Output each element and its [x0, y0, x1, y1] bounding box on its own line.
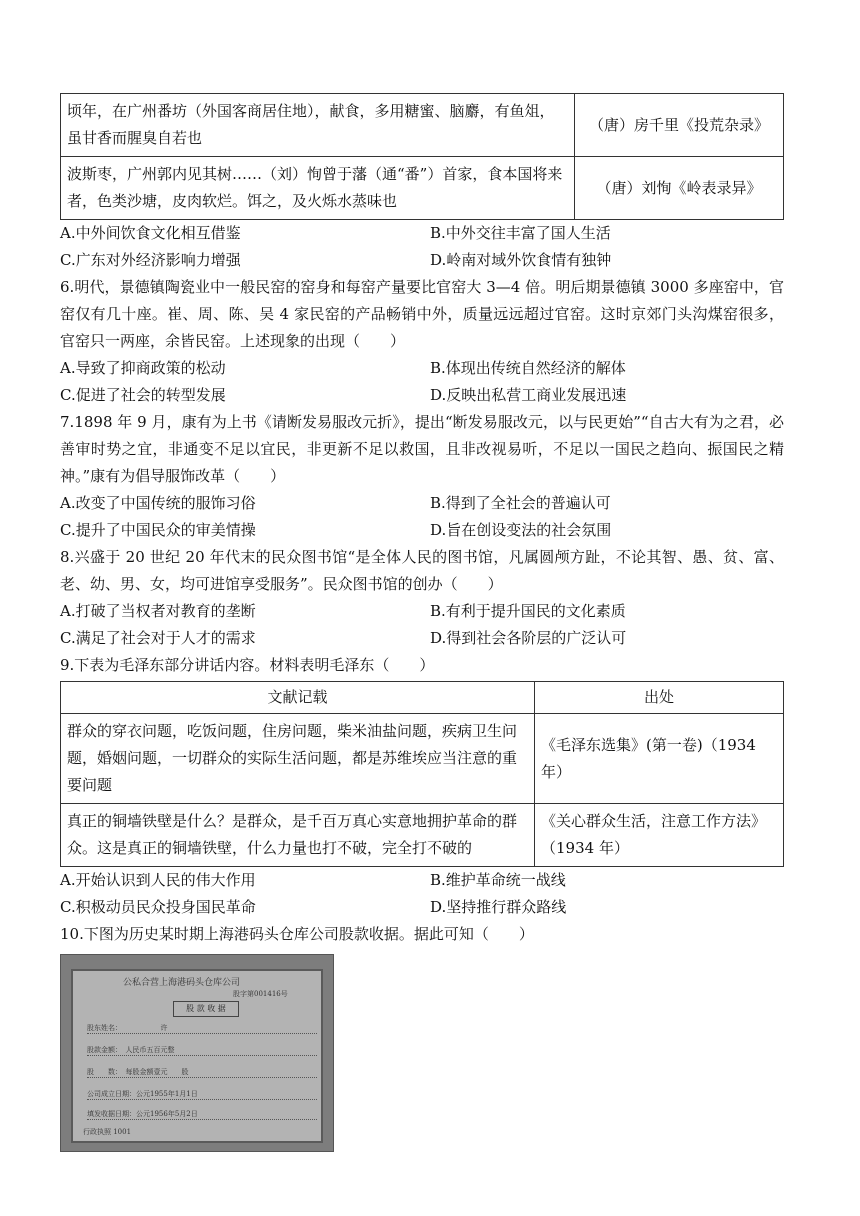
q6-options-row-1	[60, 355, 784, 382]
receipt-title: 公私合营上海港码头仓库公司	[123, 978, 241, 988]
q6-options-row-2	[60, 382, 784, 409]
receipt-photo	[60, 954, 334, 1152]
q6-option-c[interactable]: C.促进了社会的转型发展	[60, 386, 226, 404]
receipt-document	[71, 969, 323, 1143]
table-cell-source: 《毛泽东选集》(第一卷)（1934 年）	[535, 714, 784, 804]
receipt-line: 公司成立日期：公元1955年1月1日	[87, 1089, 317, 1100]
q9-options-row-1	[60, 867, 784, 894]
q10-stem: 10.下图为历史某时期上海港码头仓库公司股款收据。据此可知（ ）	[60, 925, 534, 943]
receipt-line: 股东姓名： 许	[87, 1023, 317, 1034]
header-source: 出处	[535, 682, 784, 714]
q7-option-a[interactable]: A.改变了中国传统的服饰习俗	[60, 494, 256, 512]
q9-option-a[interactable]: A.开始认识到人民的伟大作用	[60, 871, 256, 889]
q7-option-b[interactable]: B.得到了全社会的普遍认可	[430, 494, 611, 512]
q7-options-row-1	[60, 490, 784, 517]
q9-option-c[interactable]: C.积极动员民众投身国民革命	[60, 898, 256, 916]
q5-option-b[interactable]: B.中外交往丰富了国人生活	[430, 224, 611, 242]
q7-options-row-2	[60, 517, 784, 544]
q9-option-b[interactable]: B.维护革命统一战线	[430, 871, 566, 889]
q5-option-a[interactable]: A.中外间饮食文化相互借鉴	[60, 224, 241, 242]
q5-option-c[interactable]: C.广东对外经济影响力增强	[60, 251, 241, 269]
table-cell-text: 真正的铜墙铁壁是什么？是群众，是千百万真心实意地拥护革命的群众。这是真正的铜墙铁壁，什么力量也打不破，完全打不破的	[61, 804, 535, 867]
q6-stem: 6.明代，景德镇陶瓷业中一般民窑的窑身和每窑产量要比官窑大 3—4 倍。明后期景德镇 3000 多座窑中，官窑仅有几十座。崔、周、陈、吴 4 家民窑的产品畅销中外，质量远远超过官窑。这时京郊门头沟煤窑很多，官窑只一两座，余皆民窑。上述现象的出现（ ）	[60, 278, 784, 350]
table-row	[61, 157, 784, 220]
receipt-line: 股款金额： 人民币五百元整	[87, 1045, 317, 1056]
receipt-stamp: 股 款 收 据	[173, 1001, 239, 1017]
table-cell-source: （唐）房千里《投荒杂录》	[575, 94, 784, 157]
q7-option-d[interactable]: D.旨在创设变法的社会氛围	[430, 521, 612, 539]
table-row	[61, 714, 784, 804]
q8-option-c[interactable]: C.满足了社会对于人才的需求	[60, 629, 256, 647]
receipt-footer: 行政执照 1001	[83, 1128, 132, 1136]
q5-option-d[interactable]: D.岭南对域外饮食情有独钟	[430, 251, 612, 269]
table-cell-text: 波斯枣，广州郭内见其树……（刘）恂曾于藩（通“番”）首家，食本国将来者，色类沙塘，皮肉软烂。饵之，及火烁水蒸味也	[61, 157, 575, 220]
table-cell-source: 《关心群众生活，注意工作方法》（1934 年）	[535, 804, 784, 867]
q8-stem: 8.兴盛于 20 世纪 20 年代末的民众图书馆“是全体人民的图书馆，凡属圆颅方趾，不论其智、愚、贫、富、老、幼、男、女，均可进馆享受服务”。民众图书馆的创办（ ）	[60, 548, 784, 593]
q8-options-row-1	[60, 598, 784, 625]
q6-option-b[interactable]: B.体现出传统自然经济的解体	[430, 359, 626, 377]
q8-option-b[interactable]: B.有利于提升国民的文化素质	[430, 602, 626, 620]
q9-options-row-2	[60, 894, 784, 921]
q5-options-row-2	[60, 247, 784, 274]
q8-option-a[interactable]: A.打破了当权者对教育的垄断	[60, 602, 256, 620]
food-sources-table	[60, 93, 784, 220]
table-cell-source: （唐）刘恂《岭表录异》	[575, 157, 784, 220]
exam-page	[60, 93, 784, 1152]
table-header-row	[61, 682, 784, 714]
q7-stem: 7.1898 年 9 月，康有为上书《请断发易服改元折》，提出“断发易服改元，以与民更始”“自古大有为之君，必善审时势之宜，非通变不足以宜民，非更新不足以救国，且非改视易听，不足以一国民之趋向、振国民之精神。”康有为倡导服饰改革（ ）	[60, 413, 784, 485]
receipt-number: 股字第001416号	[233, 990, 288, 998]
q5-options-row-1	[60, 220, 784, 247]
mao-speeches-table	[60, 681, 784, 867]
q8-options-row-2	[60, 625, 784, 652]
q6-option-a[interactable]: A.导致了抑商政策的松动	[60, 359, 226, 377]
q9-stem: 9.下表为毛泽东部分讲话内容。材料表明毛泽东（ ）	[60, 656, 435, 674]
header-doc: 文献记载	[61, 682, 535, 714]
table-row	[61, 804, 784, 867]
q6-option-d[interactable]: D.反映出私营工商业发展迅速	[430, 386, 627, 404]
receipt-line: 填发收据日期：公元1956年5月2日	[87, 1109, 317, 1120]
q7-option-c[interactable]: C.提升了中国民众的审美情操	[60, 521, 256, 539]
table-cell-text: 群众的穿衣问题，吃饭问题，住房问题，柴米油盐问题，疾病卫生问题，婚姻问题，一切群众的实际生活问题，都是苏维埃应当注意的重要问题	[61, 714, 535, 804]
q8-option-d[interactable]: D.得到社会各阶层的广泛认可	[430, 629, 627, 647]
receipt-line: 股 数： 每股金额壹元 股	[87, 1067, 317, 1078]
table-row	[61, 94, 784, 157]
q9-option-d[interactable]: D.坚持推行群众路线	[430, 898, 567, 916]
table-cell-text: 顷年，在广州番坊（外国客商居住地），献食，多用糖蜜、脑麝，有鱼俎，虽甘香而腥臭自若也	[61, 94, 575, 157]
